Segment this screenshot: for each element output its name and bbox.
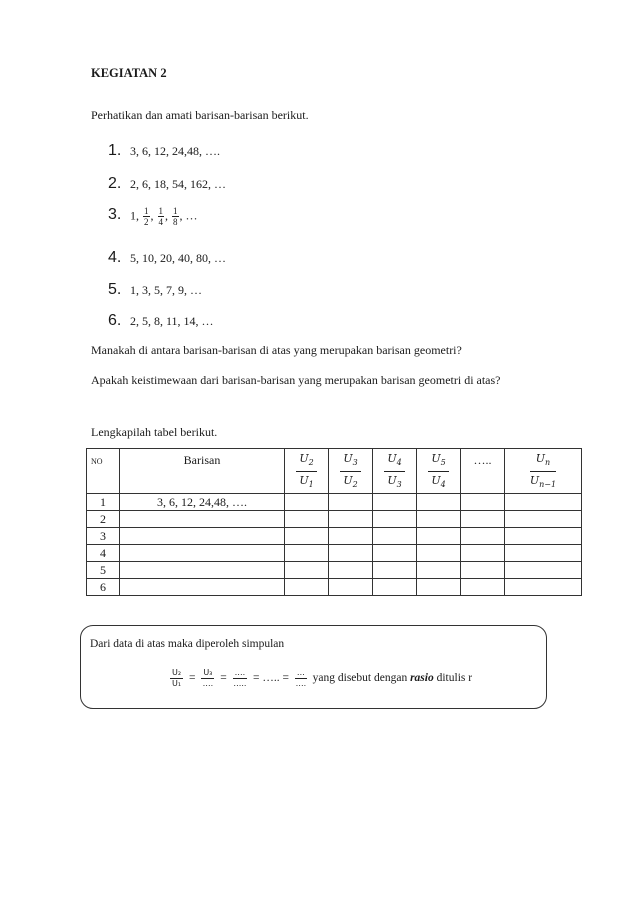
- intro-text: Perhatikan dan amati barisan-barisan berikut.: [91, 108, 309, 122]
- fraction: U₃ ….: [202, 668, 214, 688]
- header-ratio-u3-u2: $\frac{U_3}{U_2}$: [329, 449, 373, 494]
- answer-cell[interactable]: [461, 511, 505, 528]
- header-no: NO: [87, 449, 120, 494]
- sequence-text: 3, 6, 12, 24,48, ….: [130, 144, 220, 158]
- rasio-term: rasio: [410, 672, 434, 685]
- item-number: 4.: [108, 249, 122, 266]
- item-number: 2.: [108, 175, 122, 192]
- answer-cell[interactable]: [373, 562, 417, 579]
- answer-cell[interactable]: [505, 511, 582, 528]
- answer-cell[interactable]: [505, 562, 582, 579]
- answer-cell[interactable]: [373, 528, 417, 545]
- conclusion-tail-text-2: ditulis r: [436, 672, 473, 685]
- fraction: $\frac{1}{8}$: [173, 206, 178, 227]
- answer-cell[interactable]: [373, 494, 417, 511]
- table-header-row: [87, 449, 582, 494]
- fraction: … ….: [295, 668, 307, 688]
- answer-cell[interactable]: [329, 562, 373, 579]
- answer-cell[interactable]: [461, 528, 505, 545]
- table-row: [87, 494, 582, 511]
- header-ratio-u4-u3: $\frac{U_4}{U_3}$: [373, 449, 417, 494]
- answer-cell[interactable]: [505, 579, 582, 596]
- item-number: 6.: [108, 312, 122, 329]
- fraction: $\frac{\text{U₂}}{\text{U₁}}$: [172, 668, 182, 688]
- answer-cell[interactable]: [461, 494, 505, 511]
- item-number: 1.: [108, 142, 122, 159]
- header-ratio-un-un-1: $\frac{U_n}{U_{n-1}}$: [505, 449, 582, 494]
- list-item: 3. 1, $\frac{1}{2}$ , $\frac{1}{4}$ , $\frac{1}{8}$ , …: [108, 206, 198, 227]
- answer-cell[interactable]: [461, 545, 505, 562]
- answer-cell[interactable]: [373, 511, 417, 528]
- item-number: 5.: [108, 281, 122, 298]
- conclusion-formula: $\frac{\text{U₂}}{\text{U₁}}$ = U₃ …. = …. ….. = ….. = … …. yang disebut dengan rasio ditulis r: [172, 668, 473, 688]
- list-item: [108, 312, 214, 330]
- answer-cell[interactable]: [417, 545, 461, 562]
- answer-cell[interactable]: [505, 545, 582, 562]
- row-barisan[interactable]: [120, 528, 285, 545]
- sequence-text: 1, 3, 5, 7, 9, …: [130, 283, 202, 297]
- answer-cell[interactable]: [329, 545, 373, 562]
- answer-cell[interactable]: [329, 528, 373, 545]
- list-item: [108, 281, 202, 299]
- fraction: …. …..: [233, 668, 247, 688]
- answer-cell[interactable]: [285, 562, 329, 579]
- row-number: 3: [87, 528, 120, 545]
- answer-cell[interactable]: [285, 579, 329, 596]
- answer-cell[interactable]: [461, 562, 505, 579]
- activity-heading: KEGIATAN 2: [91, 66, 167, 80]
- row-barisan[interactable]: [120, 545, 285, 562]
- answer-cell[interactable]: [461, 579, 505, 596]
- conclusion-text: Dari data di atas maka diperoleh simpulan: [90, 638, 285, 650]
- list-item: [108, 249, 226, 267]
- answer-cell[interactable]: [329, 494, 373, 511]
- answer-cell[interactable]: [285, 494, 329, 511]
- sequence-text: 2, 5, 8, 11, 14, …: [130, 314, 214, 328]
- conclusion-tail-text: yang disebut dengan: [312, 672, 408, 685]
- answer-cell[interactable]: [417, 511, 461, 528]
- sequence-text-end: , …: [179, 208, 198, 223]
- table-row: [87, 528, 582, 545]
- list-item: [108, 175, 226, 193]
- answer-cell[interactable]: [329, 579, 373, 596]
- list-item: [108, 142, 220, 160]
- item-number: 3.: [108, 206, 122, 224]
- row-barisan[interactable]: [120, 562, 285, 579]
- header-dots: …..: [461, 449, 505, 494]
- table-row: [87, 579, 582, 596]
- header-ratio-u5-u4: $\frac{U_5}{U_4}$: [417, 449, 461, 494]
- table-row: [87, 511, 582, 528]
- answer-cell[interactable]: [285, 545, 329, 562]
- answer-cell[interactable]: [285, 528, 329, 545]
- table-row: [87, 562, 582, 579]
- header-ratio-u2-u1: $\frac{U_2}{U_1}$: [285, 449, 329, 494]
- row-number: 4: [87, 545, 120, 562]
- table-row: [87, 545, 582, 562]
- answer-cell[interactable]: [417, 528, 461, 545]
- question-geometric: Manakah di antara barisan-barisan di atas yang merupakan barisan geometri?: [91, 343, 462, 357]
- answer-cell[interactable]: [373, 579, 417, 596]
- answer-cell[interactable]: [373, 545, 417, 562]
- row-number: 1: [87, 494, 120, 511]
- sequence-text-start: 1,: [130, 208, 139, 223]
- sequence-text: 5, 10, 20, 40, 80, …: [130, 251, 226, 265]
- fraction: $\frac{1}{2}$: [144, 206, 149, 227]
- row-number: 2: [87, 511, 120, 528]
- fraction: $\frac{1}{4}$: [158, 206, 163, 227]
- ratio-table: [86, 448, 582, 596]
- answer-cell[interactable]: [417, 579, 461, 596]
- row-number: 5: [87, 562, 120, 579]
- answer-cell[interactable]: [505, 494, 582, 511]
- question-feature: Apakah keistimewaan dari barisan-barisan yang merupakan barisan geometri di atas?: [91, 373, 501, 387]
- answer-cell[interactable]: [505, 528, 582, 545]
- row-barisan[interactable]: [120, 579, 285, 596]
- sequence-text: 2, 6, 18, 54, 162, …: [130, 177, 226, 191]
- answer-cell[interactable]: [417, 562, 461, 579]
- answer-cell[interactable]: [417, 494, 461, 511]
- row-barisan[interactable]: [120, 511, 285, 528]
- answer-cell[interactable]: [285, 511, 329, 528]
- answer-cell[interactable]: [329, 511, 373, 528]
- row-number: 6: [87, 579, 120, 596]
- header-barisan: Barisan: [120, 449, 285, 494]
- table-instruction: Lengkapilah tabel berikut.: [91, 425, 218, 439]
- row-barisan: 3, 6, 12, 24,48, ….: [120, 494, 285, 511]
